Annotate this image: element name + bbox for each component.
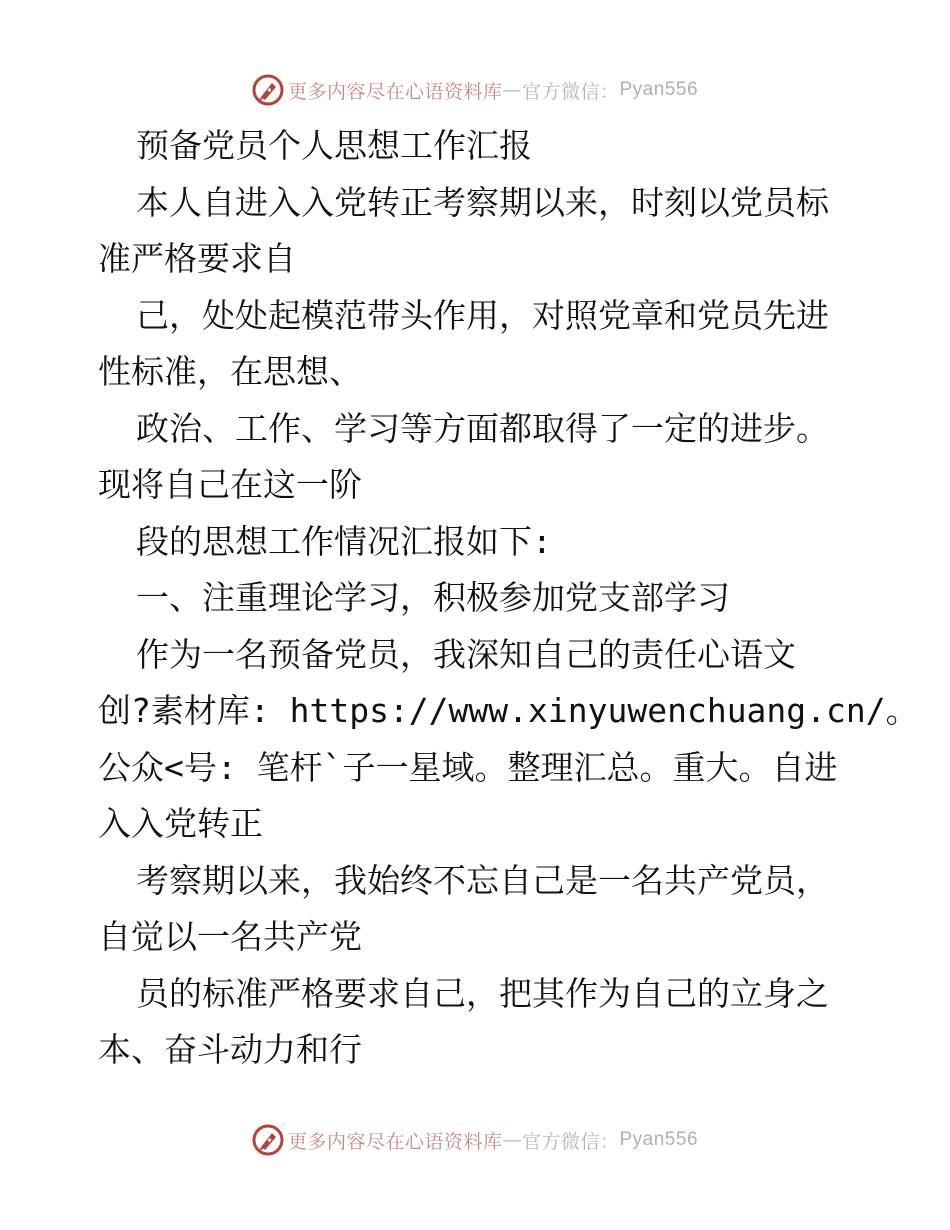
- pen-nib-logo-icon: [252, 1124, 284, 1156]
- text-line: 己，处处起模范带头作用，对照党章和党员先进: [136, 295, 829, 335]
- banner-wechat-id: Pyan556: [619, 1129, 699, 1150]
- text-line: 现将自己在这一阶: [98, 465, 362, 504]
- banner-wechat-id: Pyan556: [619, 79, 699, 100]
- banner-title: 更多内容尽在心语资料库: [287, 80, 503, 103]
- text-line: 作为一名预备党员，我深知自己的责任心语文: [136, 634, 796, 674]
- text-line: 准严格要求自: [98, 239, 296, 278]
- text-line: 本、奋斗动力和行: [98, 1030, 362, 1069]
- document-title: 预备党员个人思想工作汇报: [136, 126, 532, 165]
- text-line: 员的标准严格要求自己，把其作为自己的立身之: [136, 973, 829, 1013]
- text-line: 政治、工作、学习等方面都取得了一定的进步。: [136, 408, 829, 448]
- banner-wechat-label: 官方微信：: [521, 80, 620, 103]
- text-line: 段的思想工作情况汇报如下:: [136, 521, 552, 561]
- text-line: 公众<号: 笔杆`子一星域。整理汇总。重大。自进: [98, 747, 838, 787]
- footer-banner: [0, 1120, 950, 1160]
- text-line: 自觉以一名共产党: [98, 917, 362, 956]
- section-heading: 一、注重理论学习，积极参加党支部学习: [136, 578, 730, 617]
- header-banner: [0, 70, 950, 110]
- banner-dash: —: [502, 1129, 522, 1151]
- text-line: 性标准，在思想、: [98, 352, 362, 391]
- document-body: [98, 118, 919, 1079]
- text-line: 创?素材库: https://www.xinyuwenchuang.cn/。: [98, 691, 919, 730]
- banner-wechat-label: 官方微信：: [521, 1130, 620, 1153]
- text-line: 入入党转正: [98, 804, 263, 843]
- text-line: 考察期以来，我始终不忘自己是一名共产党员，: [136, 860, 829, 900]
- text-line: 本人自进入入党转正考察期以来，时刻以党员标: [136, 182, 829, 222]
- pen-nib-logo-icon: [252, 74, 284, 106]
- banner-title: 更多内容尽在心语资料库: [287, 1130, 503, 1153]
- banner-dash: —: [502, 79, 522, 101]
